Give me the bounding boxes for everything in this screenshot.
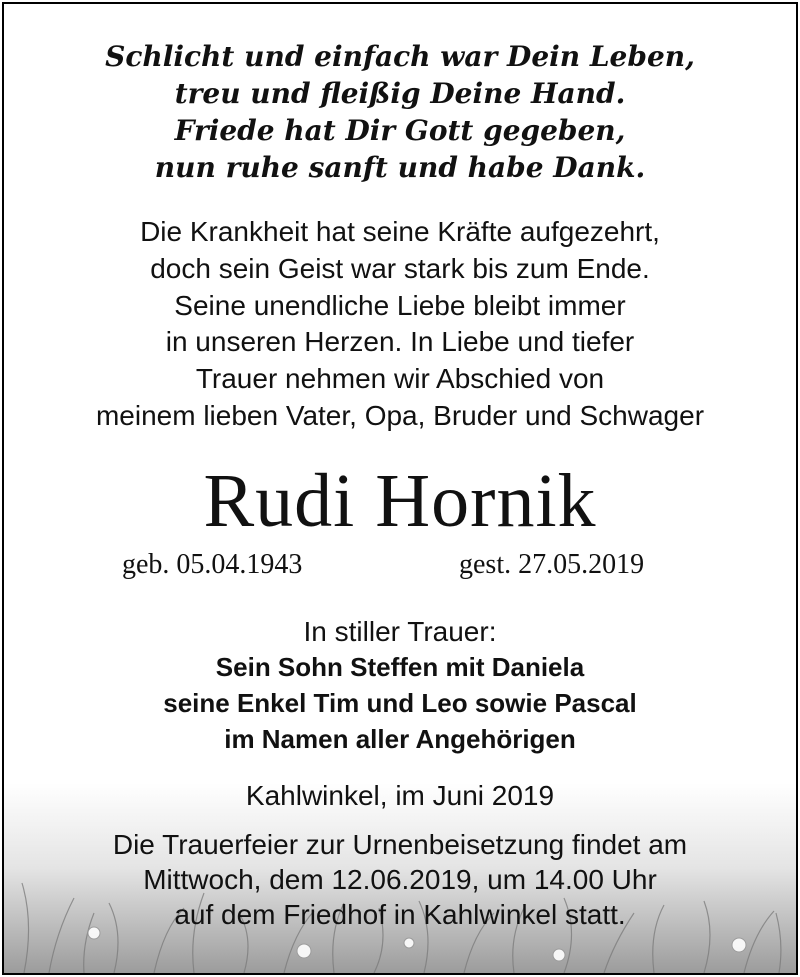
signer-line: Sein Sohn Steffen mit Daniela (215, 651, 585, 682)
intro-line: Trauer nehmen wir Abschied von (195, 363, 605, 395)
intro-line: in unseren Herzen. In Liebe und tiefer (165, 326, 635, 358)
intro-line: meinem lieben Vater, Opa, Bruder und Schwager (95, 399, 705, 431)
life-dates (4, 545, 796, 585)
intro-line: Die Krankheit hat seine Kräfte aufgezehrt, (140, 216, 660, 247)
poem-line: Schlicht und einfach war Dein Leben, (105, 40, 695, 73)
death-date: gest. 27.05.2019 (459, 548, 645, 580)
poem (4, 38, 796, 186)
deceased-name: Rudi Hornik (203, 458, 597, 543)
service-line: Die Trauerfeier zur Urnenbeisetzung findet am (112, 828, 688, 860)
signer-line: im Namen aller Angehörigen (224, 723, 576, 754)
obituary-content (4, 4, 796, 932)
signer-line: seine Enkel Tim und Leo sowie Pascal (163, 687, 637, 718)
service-line: Mittwoch, dem 12.06.2019, um 14.00 Uhr (143, 863, 657, 895)
mourning-label: In stiller Trauer: (303, 615, 497, 647)
funeral-service-info (4, 827, 796, 932)
intro-text (4, 214, 796, 435)
birth-date: geb. 05.04.1943 (122, 548, 303, 580)
intro-line: doch sein Geist war stark bis zum Ende. (150, 252, 650, 284)
intro-line: Seine unendliche Liebe bleibt immer (174, 289, 626, 321)
poem-line: nun ruhe sanft und habe Dank. (154, 151, 646, 184)
place-date: Kahlwinkel, im Juni 2019 (245, 779, 555, 811)
signers (4, 649, 796, 757)
obituary-card (2, 2, 798, 975)
poem-line: Friede hat Dir Gott gegeben, (174, 114, 626, 147)
service-line: auf dem Friedhof in Kahlwinkel statt. (174, 898, 626, 930)
poem-line: treu und fleißig Deine Hand. (174, 77, 626, 110)
